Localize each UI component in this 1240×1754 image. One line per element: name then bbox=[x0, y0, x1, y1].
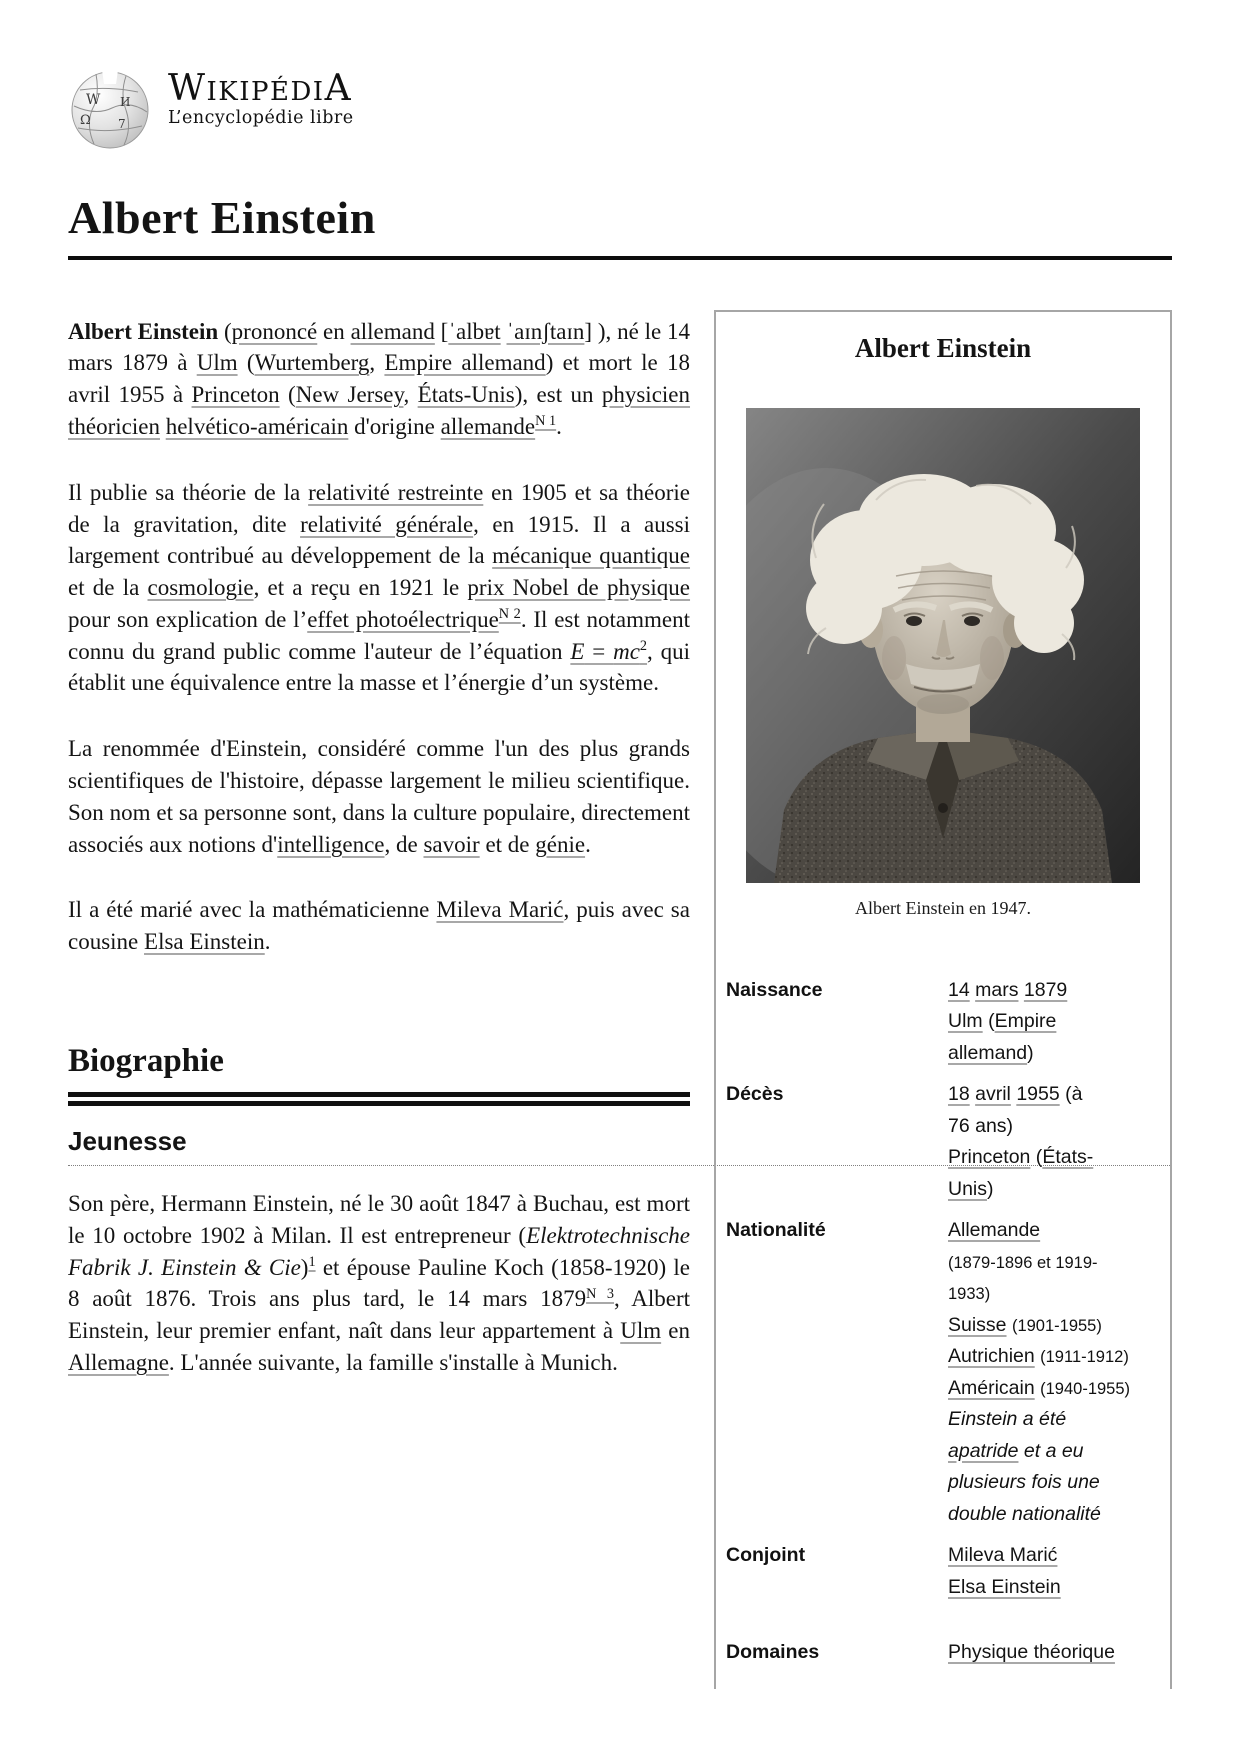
svg-text:И: И bbox=[120, 95, 131, 109]
wiki-link[interactable]: physicien théoricien bbox=[68, 382, 691, 439]
wiki-link[interactable]: ˈalbɐt bbox=[448, 318, 501, 344]
site-header bbox=[68, 0, 1172, 150]
wiki-link[interactable]: États-Unis bbox=[417, 382, 515, 408]
wiki-link[interactable]: intelligence bbox=[277, 831, 385, 857]
subsection-heading-jeunesse: Jeunesse bbox=[68, 1126, 1172, 1166]
infobox bbox=[714, 310, 1172, 1689]
wiki-link[interactable]: 18 bbox=[948, 1083, 970, 1106]
lead-paragraph-2: Il publie sa théorie de la relativité restreinte en 1905 et sa théorie de la gravitation, dite relativité générale, en 1915. Il a aussi largement contribué au développement de la mécanique quantique et de la cosmologie, et a reçu en 1921 le prix Nobel de physique pour son explication de l’effet photoélectrique$^{N 2}$. Il est notamment connu du grand public comme l'auteur de l’équation $E = mc^2$, qui établit une équivalence entre la masse et l’énergie d’un système. bbox=[68, 479, 691, 696]
einstein-portrait-photo[interactable] bbox=[746, 408, 1140, 883]
wiki-link[interactable]: savoir bbox=[423, 831, 480, 857]
row-label: Naissance bbox=[726, 978, 823, 1001]
reference-link[interactable]: 1 bbox=[308, 1254, 316, 1271]
wiki-link[interactable]: apatride bbox=[948, 1439, 1019, 1462]
wiki-link[interactable]: New Jersey bbox=[295, 382, 404, 408]
wiki-link[interactable]: Allemagne bbox=[68, 1350, 169, 1376]
wiki-link[interactable]: Mileva Marić bbox=[436, 897, 564, 923]
infobox-photo-caption: Albert Einstein en 1947. bbox=[855, 897, 1031, 918]
wiki-link[interactable]: Ulm bbox=[196, 350, 238, 376]
svg-text:W: W bbox=[86, 92, 101, 108]
reference-link[interactable]: N 3 bbox=[586, 1285, 615, 1302]
infobox-row-nationalite bbox=[716, 1215, 1170, 1540]
wiki-link[interactable]: Princeton bbox=[191, 382, 280, 408]
wikipedia-wordmark-block bbox=[168, 68, 354, 128]
wiki-link[interactable]: Unis bbox=[948, 1177, 988, 1200]
wiki-link[interactable]: Ulm bbox=[948, 1010, 983, 1033]
lead-paragraph-3: La renommée d'Einstein, considéré comme l'un des plus grands scientifiques de l'histoire, dépasse largement le milieu scientifique. Son nom et sa personne sont, dans la culture populaire, directement associés aux notions d'intelligence, de savoir et de génie. bbox=[68, 736, 690, 857]
wiki-link[interactable]: relativité restreinte bbox=[308, 479, 484, 505]
svg-text:7: 7 bbox=[118, 117, 126, 131]
wiki-link[interactable]: avril bbox=[975, 1083, 1011, 1106]
lead-paragraph-4: Il a été marié avec la mathématicienne Mileva Marić, puis avec sa cousine Elsa Einstein. bbox=[68, 897, 690, 955]
article-body bbox=[68, 260, 1172, 1713]
wikipedia-wordmark: WIKIPÉDIA bbox=[168, 68, 353, 109]
wiki-link[interactable]: Elsa Einstein bbox=[144, 929, 265, 955]
row-value: 14 mars 1879 Ulm (Empire allemand) bbox=[948, 978, 1068, 1064]
wiki-link[interactable]: effet photoélectrique bbox=[307, 606, 499, 632]
section-heading-biographie: Biographie bbox=[68, 1043, 690, 1106]
jeunesse-paragraph: Son père, Hermann Einstein, né le 30 août 1847 à Buchau, est mort le 10 octobre 1902 à Milan. Il est entrepreneur (Elektrotechnische Fabrik J. Einstein & Cie)$^1$ et épouse Pauline Koch (1858-1920) le 8 août 1876. Trois ans plus tard, le 14 mars $1879^{N 3}$, Albert Einstein, leur premier enfant, naît dans leur appartement à Ulm en Allemagne. L'année suivante, la famille s'installe à Munich. bbox=[68, 1191, 690, 1376]
wiki-link[interactable]: Américain bbox=[948, 1376, 1035, 1399]
wiki-link[interactable]: allemand bbox=[948, 1041, 1028, 1064]
wiki-link[interactable]: allemand bbox=[350, 318, 435, 344]
wiki-link[interactable]: Empire bbox=[994, 1010, 1057, 1033]
lead-paragraph-1: Albert Einstein (prononcé en allemand [ˈalbɐt ˈaɪnʃtaɪn] ), né le 14 mars 1879 à Ulm (Wurtemberg, Empire allemand) et mort le 18 avril 1955 à Princeton (New Jersey, États-Unis), est un physicien théoricien helvético-américain d'origine allemande$^{N 1}$. bbox=[68, 318, 691, 439]
infobox-row-deces bbox=[716, 1079, 1170, 1215]
row-label: Nationalité bbox=[726, 1219, 826, 1242]
wiki-link[interactable]: prononcé bbox=[231, 318, 318, 344]
row-value bbox=[948, 1613, 1170, 1679]
row-value: 18 avril 1955 (à 76 ans) Princeton (États- Unis) bbox=[948, 1083, 1094, 1200]
wiki-link[interactable]: ˈaɪnʃtaɪn bbox=[506, 318, 585, 344]
infobox-row-domaines bbox=[716, 1613, 1170, 1679]
row-value: Allemande (1879-1896 et 1919- 1933) Suisse (1901-1955) Autrichien (1911-1912) Américain (1940-1955) Einstein a été apatride et a eu plusieurs fois une double nationalité bbox=[948, 1219, 1131, 1525]
wiki-link[interactable]: Ulm bbox=[620, 1318, 662, 1344]
wiki-link[interactable]: Empire allemand bbox=[384, 350, 546, 376]
wiki-link[interactable]: 14 bbox=[948, 978, 970, 1001]
infobox-row-naissance bbox=[716, 975, 1170, 1080]
wiki-link[interactable]: relativité générale bbox=[300, 511, 474, 537]
wiki-link[interactable]: Suisse bbox=[948, 1313, 1007, 1336]
wiki-link[interactable]: helvético-américain bbox=[165, 413, 349, 439]
wiki-link[interactable]: cosmologie bbox=[147, 575, 254, 601]
wiki-link[interactable]: États- bbox=[1042, 1146, 1094, 1169]
wiki-link[interactable]: Allemande bbox=[948, 1219, 1041, 1242]
wikipedia-globe-icon bbox=[68, 66, 152, 150]
wiki-link[interactable]: Princeton bbox=[948, 1146, 1031, 1169]
svg-text:Ω: Ω bbox=[80, 113, 91, 128]
wiki-link[interactable]: mars bbox=[975, 978, 1019, 1001]
wiki-link[interactable]: Wurtemberg bbox=[254, 350, 370, 376]
infobox-row-conjoint bbox=[716, 1540, 1170, 1613]
wikipedia-tagline: L’encyclopédie libre bbox=[168, 108, 354, 128]
row-label: Conjoint bbox=[726, 1544, 806, 1567]
wiki-link[interactable]: $E = mc^2$ bbox=[570, 638, 648, 664]
infobox-table bbox=[716, 975, 1170, 1679]
wiki-link[interactable]: génie bbox=[535, 831, 586, 857]
wiki-link[interactable]: Autrichien bbox=[948, 1345, 1035, 1368]
wiki-link[interactable]: allemande bbox=[440, 413, 536, 439]
row-label: Décès bbox=[726, 1083, 784, 1106]
wiki-link[interactable]: Physique théorique bbox=[948, 1641, 1115, 1664]
reference-link[interactable]: N 2 bbox=[498, 606, 521, 623]
infobox-title: Albert Einstein bbox=[854, 332, 1032, 363]
page-title: Albert Einstein bbox=[68, 192, 1172, 260]
row-value bbox=[948, 1540, 1170, 1613]
wiki-link[interactable]: Elsa Einstein bbox=[948, 1575, 1061, 1598]
wiki-link[interactable]: 1955 bbox=[1016, 1083, 1060, 1106]
wiki-link[interactable]: mécanique quantique bbox=[492, 543, 691, 569]
reference-link[interactable]: N 1 bbox=[535, 413, 557, 430]
wiki-link[interactable]: 1879 bbox=[1023, 978, 1068, 1001]
wiki-link[interactable]: Mileva Marić bbox=[948, 1544, 1058, 1567]
row-label: Domaines bbox=[726, 1641, 820, 1664]
wiki-link[interactable]: prix Nobel de physique bbox=[467, 575, 691, 601]
